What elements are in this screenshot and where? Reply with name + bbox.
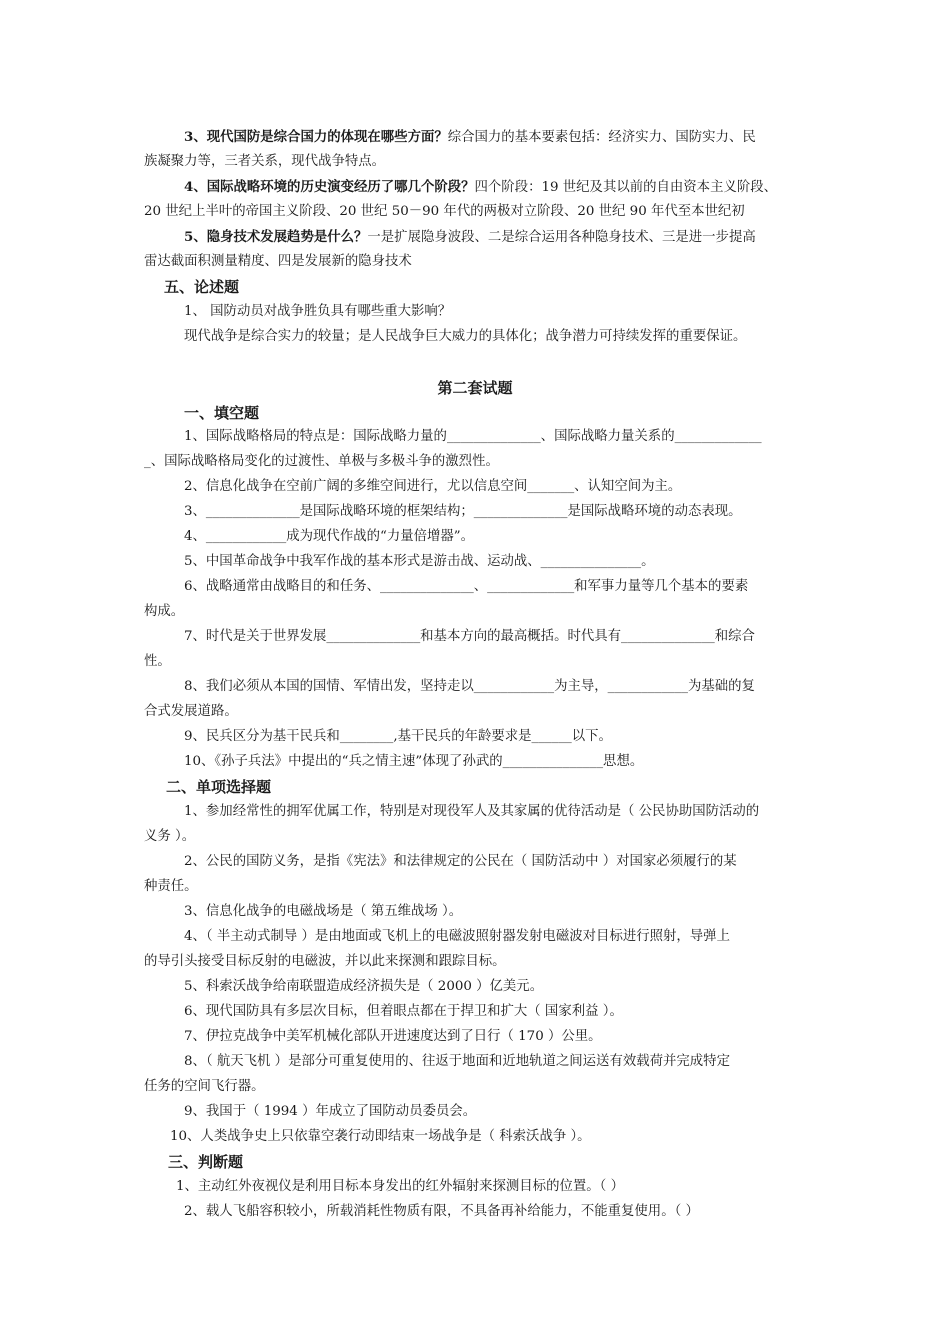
q5-line-1	[184, 228, 756, 247]
fill-line: 2、信息化战争在空前广阔的多维空间进行，尤以信息空间_______、认知空间为主。	[184, 479, 682, 494]
fill-line: 合式发展道路。	[144, 704, 238, 719]
second-set-title: 第二套试题	[437, 379, 513, 397]
choice-line: 8、（ 航天飞机 ）是部分可重复使用的、往返于地面和近地轨道之间运送有效载荷并完成特定	[184, 1054, 730, 1069]
choice-line: 10、人类战争史上只依靠空袭行动即结束一场战争是（ 科索沃战争 ）。	[170, 1129, 591, 1144]
fill-line: 8、我们必须从本国的国情、军情出发，坚持走以____________为主导，____________为基础的复	[184, 679, 755, 694]
q3-line-2: 族凝聚力等，三者关系，现代战争特点。	[144, 154, 386, 169]
fill-line: 4、____________成为现代作战的“力量倍增器”。	[184, 529, 475, 544]
q3-question: 3、现代国防是综合国力的体现在哪些方面？	[184, 129, 448, 145]
fill-line: 构成。	[144, 604, 185, 619]
fill-line: 5、中国革命战争中我军作战的基本形式是游击战、运动战、_______________。	[184, 554, 655, 569]
choice-heading: 二、单项选择题	[166, 778, 272, 796]
choice-line: 5、科索沃战争给南联盟造成经济损失是（ 2000 ）亿美元。	[184, 979, 544, 994]
choice-line: 义务 ）。	[144, 829, 196, 844]
fill-line: 1、国际战略格局的特点是：国际战略力量的______________、国际战略力量关系的_____________	[184, 429, 762, 444]
fill-line: 3、______________是国际战略环境的框架结构；______________是国际战略环境的动态表现。	[184, 504, 742, 519]
judge-line: 1、主动红外夜视仪是利用目标本身发出的红外辐射来探测目标的位置。（ ）	[176, 1179, 624, 1194]
fill-line: 10、《孙子兵法》中提出的“兵之情主速”体现了孙武的_______________思想。	[184, 754, 644, 769]
choice-line: 3、信息化战争的电磁战场是（ 第五维战场 ）。	[184, 904, 463, 919]
judge-line: 2、载人飞船容积较小，所载消耗性物质有限，不具备再补给能力，不能重复使用。（ ）	[184, 1204, 699, 1219]
q5-question: 5、隐身技术发展趋势是什么？	[184, 229, 368, 245]
q5-line-2: 雷达截面积测量精度、四是发展新的隐身技术	[144, 254, 412, 269]
fill-heading: 一、填空题	[184, 404, 260, 422]
fill-line: _、国际战略格局变化的过渡性、单极与多极斗争的激烈性。	[144, 454, 499, 469]
choice-line: 1、参加经常性的拥军优属工作，特别是对现役军人及其家属的优待活动是（ 公民协助国防活动的	[184, 804, 760, 819]
choice-line: 7、伊拉克战争中美军机械化部队开进速度达到了日行（ 170 ）公里。	[184, 1029, 602, 1044]
choice-line: 6、现代国防具有多层次目标，但着眼点都在于捍卫和扩大（ 国家利益 ）。	[184, 1004, 623, 1019]
q4-answer: 四个阶段：19 世纪及其以前的自由资本主义阶段、	[474, 180, 778, 195]
q4-line-1	[184, 178, 777, 197]
section-five-heading: 五、论述题	[164, 278, 240, 296]
q5-answer: 一是扩展隐身波段、二是综合运用各种隐身技术、三是进一步提高	[367, 230, 756, 245]
essay-answer-1: 现代战争是综合实力的较量；是人民战争巨大威力的具体化；战争潜力可持续发挥的重要保证。	[184, 329, 747, 344]
fill-line: 6、战略通常由战略目的和任务、______________、_____________和军事力量等几个基本的要素	[184, 579, 749, 594]
fill-line: 9、民兵区分为基干民兵和________,基干民兵的年龄要求是______以下。	[184, 729, 612, 744]
choice-line: 9、我国于（ 1994 ）年成立了国防动员委员会。	[184, 1104, 477, 1119]
fill-line: 性。	[144, 654, 171, 669]
q3-line-1	[184, 128, 756, 147]
essay-question-1: 1、 国防动员对战争胜负具有哪些重大影响？	[184, 304, 452, 319]
choice-line: 2、公民的国防义务，是指《宪法》和法律规定的公民在（ 国防活动中 ）对国家必须履行的某	[184, 854, 737, 869]
fill-line: 7、时代是关于世界发展______________和基本方向的最高概括。时代具有______________和综合	[184, 629, 755, 644]
choice-line: 任务的空间飞行器。	[144, 1079, 265, 1094]
q3-answer: 综合国力的基本要素包括：经济实力、国防实力、民	[447, 130, 756, 145]
judge-heading: 三、判断题	[168, 1153, 244, 1171]
choice-line: 4、（ 半主动式制导 ）是由地面或飞机上的电磁波照射器发射电磁波对目标进行照射，导弹上	[184, 929, 730, 944]
choice-line: 的导引头接受目标反射的电磁波，并以此来探测和跟踪目标。	[144, 954, 506, 969]
q4-question: 4、国际战略环境的历史演变经历了哪几个阶段？	[184, 179, 475, 195]
q4-line-2: 20 世纪上半叶的帝国主义阶段、20 世纪 50－90 年代的两极对立阶段、20 世纪 90 年代至本世纪初	[144, 204, 745, 219]
choice-line: 种责任。	[144, 879, 198, 894]
